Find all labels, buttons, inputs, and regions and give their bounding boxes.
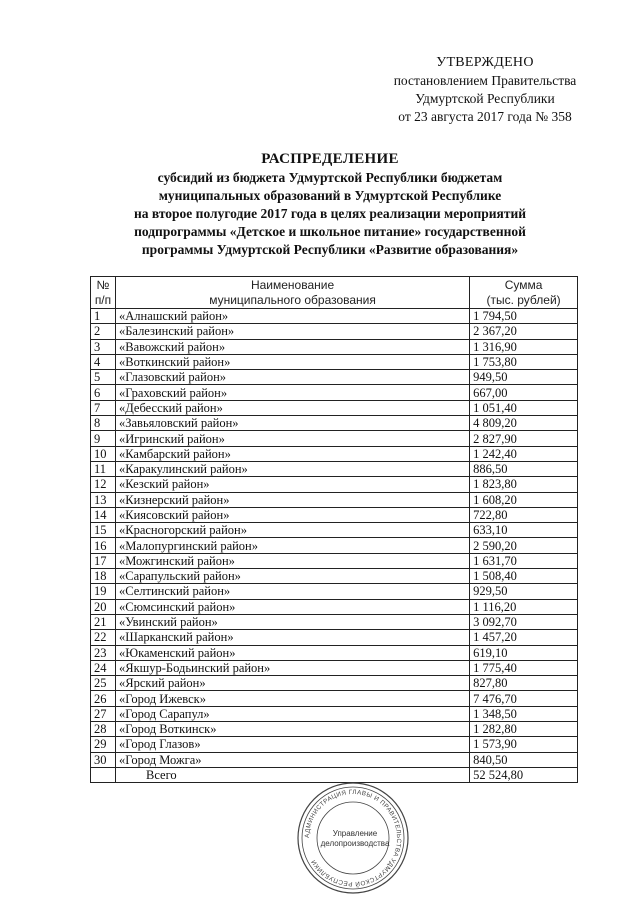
table-row xyxy=(91,431,578,446)
table-row xyxy=(91,752,578,767)
row-number: 20 xyxy=(91,599,116,614)
row-number: 6 xyxy=(91,385,116,400)
heading-line-4: подпрограммы «Детское и школьное питание» государственной xyxy=(134,224,526,239)
row-name: «Сарапульский район» xyxy=(115,569,469,584)
table-row xyxy=(91,339,578,354)
row-number: 14 xyxy=(91,507,116,522)
table-row xyxy=(91,507,578,522)
table-row xyxy=(91,584,578,599)
row-number: 16 xyxy=(91,538,116,553)
row-name: «Балезинский район» xyxy=(115,324,469,339)
row-sum: 7 476,70 xyxy=(470,691,578,706)
table-row xyxy=(91,614,578,629)
allocation-table xyxy=(90,276,578,783)
row-sum: 929,50 xyxy=(470,584,578,599)
row-number: 13 xyxy=(91,492,116,507)
row-number: 3 xyxy=(91,339,116,354)
seal-ring-textpath: АДМИНИСТРАЦИЯ ГЛАВЫ И ПРАВИТЕЛЬСТВА УДМУРТСКОЙ РЕСПУБЛИКИ xyxy=(303,788,403,888)
table-header-row xyxy=(91,277,578,309)
row-name: «Дебесский район» xyxy=(115,400,469,415)
row-name: «Якшур-Бодьинский район» xyxy=(115,660,469,675)
row-name: «Игринский район» xyxy=(115,431,469,446)
row-number: 9 xyxy=(91,431,116,446)
row-number: 12 xyxy=(91,477,116,492)
row-sum: 1 823,80 xyxy=(470,477,578,492)
row-sum: 667,00 xyxy=(470,385,578,400)
table-row xyxy=(91,385,578,400)
row-sum: 4 809,20 xyxy=(470,416,578,431)
row-sum: 840,50 xyxy=(470,752,578,767)
row-name: «Город Ижевск» xyxy=(115,691,469,706)
row-name: «Город Сарапул» xyxy=(115,706,469,721)
header-sum-line-1: Сумма xyxy=(504,277,543,292)
row-name: «Завьяловский район» xyxy=(115,416,469,431)
row-name: «Граховский район» xyxy=(115,385,469,400)
table-row xyxy=(91,446,578,461)
row-number: 27 xyxy=(91,706,116,721)
row-name: «Город Воткинск» xyxy=(115,722,469,737)
table-row xyxy=(91,645,578,660)
table-row xyxy=(91,660,578,675)
header-name xyxy=(115,277,469,309)
row-sum: 1 116,20 xyxy=(470,599,578,614)
row-number: 29 xyxy=(91,737,116,752)
table-row xyxy=(91,370,578,385)
row-name: «Красногорский район» xyxy=(115,523,469,538)
header-name-line-1: Наименование xyxy=(250,277,335,292)
row-number: 8 xyxy=(91,416,116,431)
heading-line-3: на второе полугодие 2017 года в целях реализации мероприятий xyxy=(133,206,527,221)
row-name: «Кезский район» xyxy=(115,477,469,492)
row-name: «Воткинский район» xyxy=(115,354,469,369)
row-name: «Город Глазов» xyxy=(115,737,469,752)
seal-center-text xyxy=(320,829,390,849)
table-row xyxy=(91,722,578,737)
document-title: РАСПРЕДЕЛЕНИЕ xyxy=(261,151,399,167)
row-name: «Алнашский район» xyxy=(115,309,469,324)
row-number: 18 xyxy=(91,569,116,584)
row-name: «Можгинский район» xyxy=(115,553,469,568)
row-number: 1 xyxy=(91,309,116,324)
header-sum xyxy=(470,277,578,309)
row-name: «Шарканский район» xyxy=(115,630,469,645)
table-row xyxy=(91,354,578,369)
table-row xyxy=(91,553,578,568)
header-number xyxy=(91,277,116,309)
row-sum: 1 631,70 xyxy=(470,553,578,568)
row-number: 19 xyxy=(91,584,116,599)
row-sum: 1 051,40 xyxy=(470,400,578,415)
row-number: 22 xyxy=(91,630,116,645)
row-sum: 1 457,20 xyxy=(470,630,578,645)
table-row xyxy=(91,461,578,476)
row-name: «Малопургинский район» xyxy=(115,538,469,553)
row-name: «Ярский район» xyxy=(115,676,469,691)
header-name-line-2: муниципального образования xyxy=(209,292,376,307)
row-name: «Каракулинский район» xyxy=(115,461,469,476)
row-number: 4 xyxy=(91,354,116,369)
table-body xyxy=(91,309,578,783)
table-row xyxy=(91,324,578,339)
row-sum: 1 608,20 xyxy=(470,492,578,507)
table-row xyxy=(91,676,578,691)
total-number-cell xyxy=(91,767,116,782)
row-name: «Глазовский район» xyxy=(115,370,469,385)
approval-line-2: Удмуртской Республики xyxy=(415,91,555,106)
row-number: 28 xyxy=(91,722,116,737)
approval-block xyxy=(380,54,590,126)
row-name: «Сюмсинский район» xyxy=(115,599,469,614)
row-sum: 1 508,40 xyxy=(470,569,578,584)
row-number: 23 xyxy=(91,645,116,660)
row-sum: 3 092,70 xyxy=(470,614,578,629)
row-number: 10 xyxy=(91,446,116,461)
table-row xyxy=(91,538,578,553)
row-sum: 1 242,40 xyxy=(470,446,578,461)
approval-title: УТВЕРЖДЕНО xyxy=(436,55,534,70)
row-sum: 1 775,40 xyxy=(470,660,578,675)
header-sum-line-2: (тыс. рублей) xyxy=(486,292,561,307)
row-sum: 1 282,80 xyxy=(470,722,578,737)
row-name: «Киясовский район» xyxy=(115,507,469,522)
table-row xyxy=(91,492,578,507)
row-number: 24 xyxy=(91,660,116,675)
table-row xyxy=(91,630,578,645)
row-number: 11 xyxy=(91,461,116,476)
table-row xyxy=(91,691,578,706)
table-row xyxy=(91,477,578,492)
row-number: 30 xyxy=(91,752,116,767)
approval-line-1: постановлением Правительства xyxy=(393,73,577,88)
row-name: «Юкаменский район» xyxy=(115,645,469,660)
row-name: «Камбарский район» xyxy=(115,446,469,461)
table-row xyxy=(91,523,578,538)
document-heading xyxy=(80,150,580,259)
row-sum: 2 827,90 xyxy=(470,431,578,446)
row-sum: 722,80 xyxy=(470,507,578,522)
row-number: 17 xyxy=(91,553,116,568)
row-number: 2 xyxy=(91,324,116,339)
heading-line-2: муниципальных образований в Удмуртской Республике xyxy=(158,188,502,203)
table-row xyxy=(91,400,578,415)
row-number: 26 xyxy=(91,691,116,706)
seal-line-1: Управление xyxy=(332,829,378,838)
row-name: «Селтинский район» xyxy=(115,584,469,599)
row-name: «Кизнерский район» xyxy=(115,492,469,507)
row-name: «Город Можга» xyxy=(115,752,469,767)
row-sum: 1 573,90 xyxy=(470,737,578,752)
row-sum: 886,50 xyxy=(470,461,578,476)
row-sum: 2 367,20 xyxy=(470,324,578,339)
row-number: 15 xyxy=(91,523,116,538)
table-row xyxy=(91,569,578,584)
approval-line-3: от 23 августа 2017 года № 358 xyxy=(398,109,572,124)
row-number: 5 xyxy=(91,370,116,385)
row-sum: 1 316,90 xyxy=(470,339,578,354)
row-name: «Вавожский район» xyxy=(115,339,469,354)
table-row xyxy=(91,737,578,752)
seal-line-2: делопроизводства xyxy=(320,839,390,848)
heading-line-5: программы Удмуртской Республики «Развитие образования» xyxy=(141,242,519,257)
total-sum: 52 524,80 xyxy=(470,767,578,782)
row-sum: 2 590,20 xyxy=(470,538,578,553)
table-row xyxy=(91,599,578,614)
row-sum: 1 794,50 xyxy=(470,309,578,324)
row-number: 7 xyxy=(91,400,116,415)
total-label: Всего xyxy=(115,767,469,782)
row-sum: 827,80 xyxy=(470,676,578,691)
row-number: 21 xyxy=(91,614,116,629)
row-sum: 633,10 xyxy=(470,523,578,538)
heading-line-1: субсидий из бюджета Удмуртской Республики бюджетам xyxy=(157,170,503,185)
row-sum: 1 753,80 xyxy=(470,354,578,369)
table-row xyxy=(91,416,578,431)
table-row xyxy=(91,309,578,324)
table-row xyxy=(91,706,578,721)
row-sum: 949,50 xyxy=(470,370,578,385)
row-number: 25 xyxy=(91,676,116,691)
header-number-line-2: п/п xyxy=(94,292,112,307)
row-sum: 619,10 xyxy=(470,645,578,660)
row-name: «Увинский район» xyxy=(115,614,469,629)
header-number-line-1: № xyxy=(96,277,110,292)
row-sum: 1 348,50 xyxy=(470,706,578,721)
